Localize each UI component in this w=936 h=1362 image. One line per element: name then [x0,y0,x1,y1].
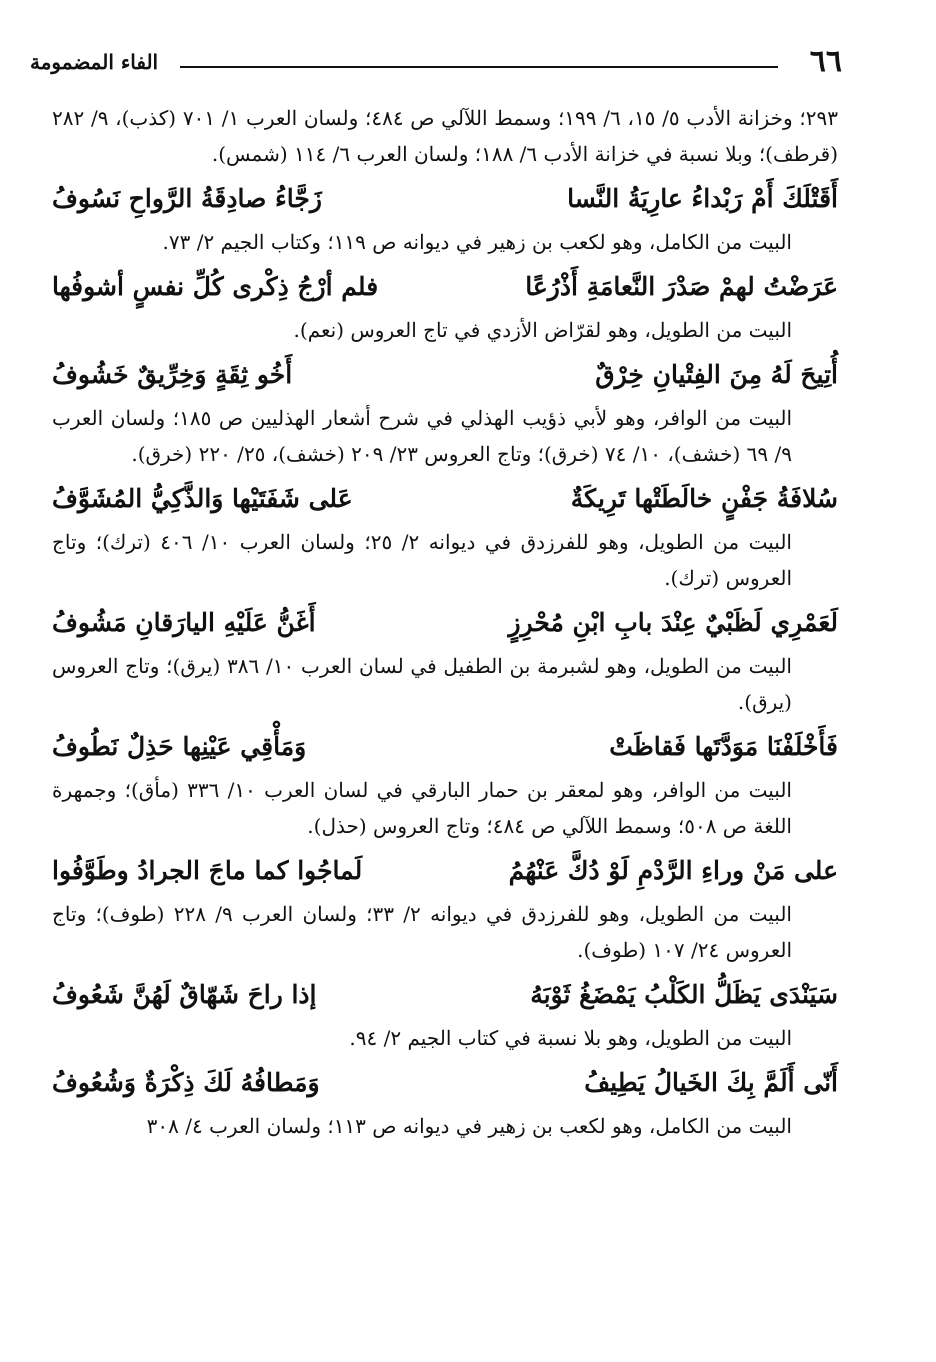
verse-footnote: البيت من الوافر، وهو لمعقر بن حمار البارقي في لسان العرب ١٠/ ٣٣٦ (مأق)؛ وجمهرة اللغة ص ٥٠٨؛ وسمط اللآلي ص ٤٨٤؛ وتاج العروس (حذل). [52,778,792,838]
page-content [52,100,838,1146]
verse-line [52,476,838,522]
verse-first-hemistich: سُلافَةُ جَفْنٍ خالَطَتْها تَرِيكَةٌ [570,484,838,513]
page-number: ٦٦ [809,44,842,79]
verse-entry [52,972,838,1056]
verse-second-hemistich: لَماجُوا كما ماجَ الجرادُ وطَوَّفُوا [52,856,363,885]
verse-entry [52,264,838,348]
verse-first-hemistich: فَأَخْلَفْنَا مَوَدَّتَها فَقاظَتْ [609,732,838,761]
verse-footnote: البيت من الطويل، وهو للفرزدق في ديوانه ٢/ ٢٥؛ ولسان العرب ١٠/ ٤٠٦ (ترك)؛ وتاج العروس (ترك). [52,530,792,590]
verse-second-hemistich: عَلى شَفَتَيْها وَالذَّكِيُّ المُشَوَّفُ [52,484,353,513]
verse-footnote: البيت من الطويل، وهو لشبرمة بن الطفيل في لسان العرب ١٠/ ٣٨٦ (يرق)؛ وتاج العروس (يرق). [52,654,792,714]
verse-entries [52,176,838,1144]
verse-entry [52,600,838,720]
verse-footnote: البيت من الطويل، وهو للفرزدق في ديوانه ٢/ ٣٣؛ ولسان العرب ٩/ ٢٢٨ (طوف)؛ وتاج العروس ٢٤/ ١٠٧ (طوف). [52,902,792,962]
verse-footnote: البيت من الوافر، وهو لأبي ذؤيب الهذلي في شرح أشعار الهذليين ص ١٨٥؛ ولسان العرب ٩/ ٦٩ (خشف)، ١٠/ ٧٤ (خرق)؛ وتاج العروس ٢٣/ ٢٠٩ (خشف)، ٢٥/ ٢٢٠ (خرق). [52,406,793,466]
verse-line [52,600,838,646]
header-rule [180,66,778,68]
verse-first-hemistich: أَقَتْلَكَ أَمْ رَبْداءُ عارِيَةُ النَّسا [567,184,838,213]
verse-footnote: البيت من الطويل، وهو بلا نسبة في كتاب الجيم ٢/ ٩٤. [349,1026,792,1050]
verse-second-hemistich: فلم أرْجُ ذِكْرى كُلِّ نفسٍ أشوفُها [52,272,379,301]
verse-entry [52,1060,838,1144]
verse-footnote: البيت من الكامل، وهو لكعب بن زهير في ديوانه ص ١١٩؛ وكتاب الجيم ٢/ ٧٣. [162,230,792,254]
verse-footnote: البيت من الطويل، وهو لقرّاض الأزدي في تاج العروس (نعم). [293,318,792,342]
verse-entry [52,176,838,260]
verse-line [52,1060,838,1106]
verse-second-hemistich: أَغَنُّ عَلَيْهِ اليارَقانِ مَشُوفُ [52,608,316,637]
verse-second-hemistich: وَمَأْقِي عَيْنِها حَذِلٌ نَطُوفُ [52,732,307,761]
verse-line [52,848,838,894]
verse-first-hemistich: أَنّى أَلَمَّ بِكَ الخَيالُ يَطِيفُ [584,1068,838,1097]
verse-line [52,176,838,222]
verse-entry [52,848,838,968]
intro-note: ٢٩٣؛ وخزانة الأدب ٥/ ١٥، ٦/ ١٩٩؛ وسمط اللآلي ص ٤٨٤؛ ولسان العرب ١/ ٧٠١ (كذب)، ٩/ ٢٨٢ (قرطف)؛ وبلا نسبة في خزانة الأدب ٦/ ١٨٨؛ ولسان العرب ٦/ ١١٤ (شمس). [52,106,838,166]
verse-line [52,724,838,770]
verse-first-hemistich: لَعَمْرِي لَظَبْيٌ عِنْدَ بابِ ابْنِ مُحْرِزٍ [508,608,838,637]
running-title: الفاء المضمومة [30,50,159,74]
verse-first-hemistich: على مَنْ وراءِ الرَّدْمِ لَوْ دُكَّ عَنْهُمُ [508,856,838,885]
verse-second-hemistich: وَمَطافُهُ لَكَ ذِكْرَةٌ وَشُعُوفُ [52,1068,320,1097]
verse-first-hemistich: عَرَضْتُ لهمْ صَدْرَ النَّعامَةِ أَذْرُعًا [525,272,838,301]
verse-footnote: البيت من الكامل، وهو لكعب بن زهير في ديوانه ص ١١٣؛ ولسان العرب ٤/ ٣٠٨ [146,1114,792,1138]
verse-entry [52,352,838,472]
verse-second-hemistich: زَجَّاءُ صادِقَةُ الرَّواحِ نَسُوفُ [52,184,322,213]
verse-line [52,972,838,1018]
verse-first-hemistich: أُتِيحَ لَهُ مِنَ الفِتْيانِ خِرْقٌ [595,360,838,389]
verse-first-hemistich: سَيَنْدَى يَظَلُّ الكَلْبُ يَمْضَغُ ثَوْبَهُ [530,980,838,1009]
verse-line [52,352,838,398]
verse-entry [52,724,838,844]
verse-entry [52,476,838,596]
verse-line [52,264,838,310]
page-header [30,44,842,84]
verse-second-hemistich: إذا راحَ شَهّاقٌ لَهُنَّ شَعُوفُ [52,980,317,1009]
verse-second-hemistich: أَخُو ثِقَةٍ وَخِرِّيقٌ خَشُوفُ [52,360,293,389]
